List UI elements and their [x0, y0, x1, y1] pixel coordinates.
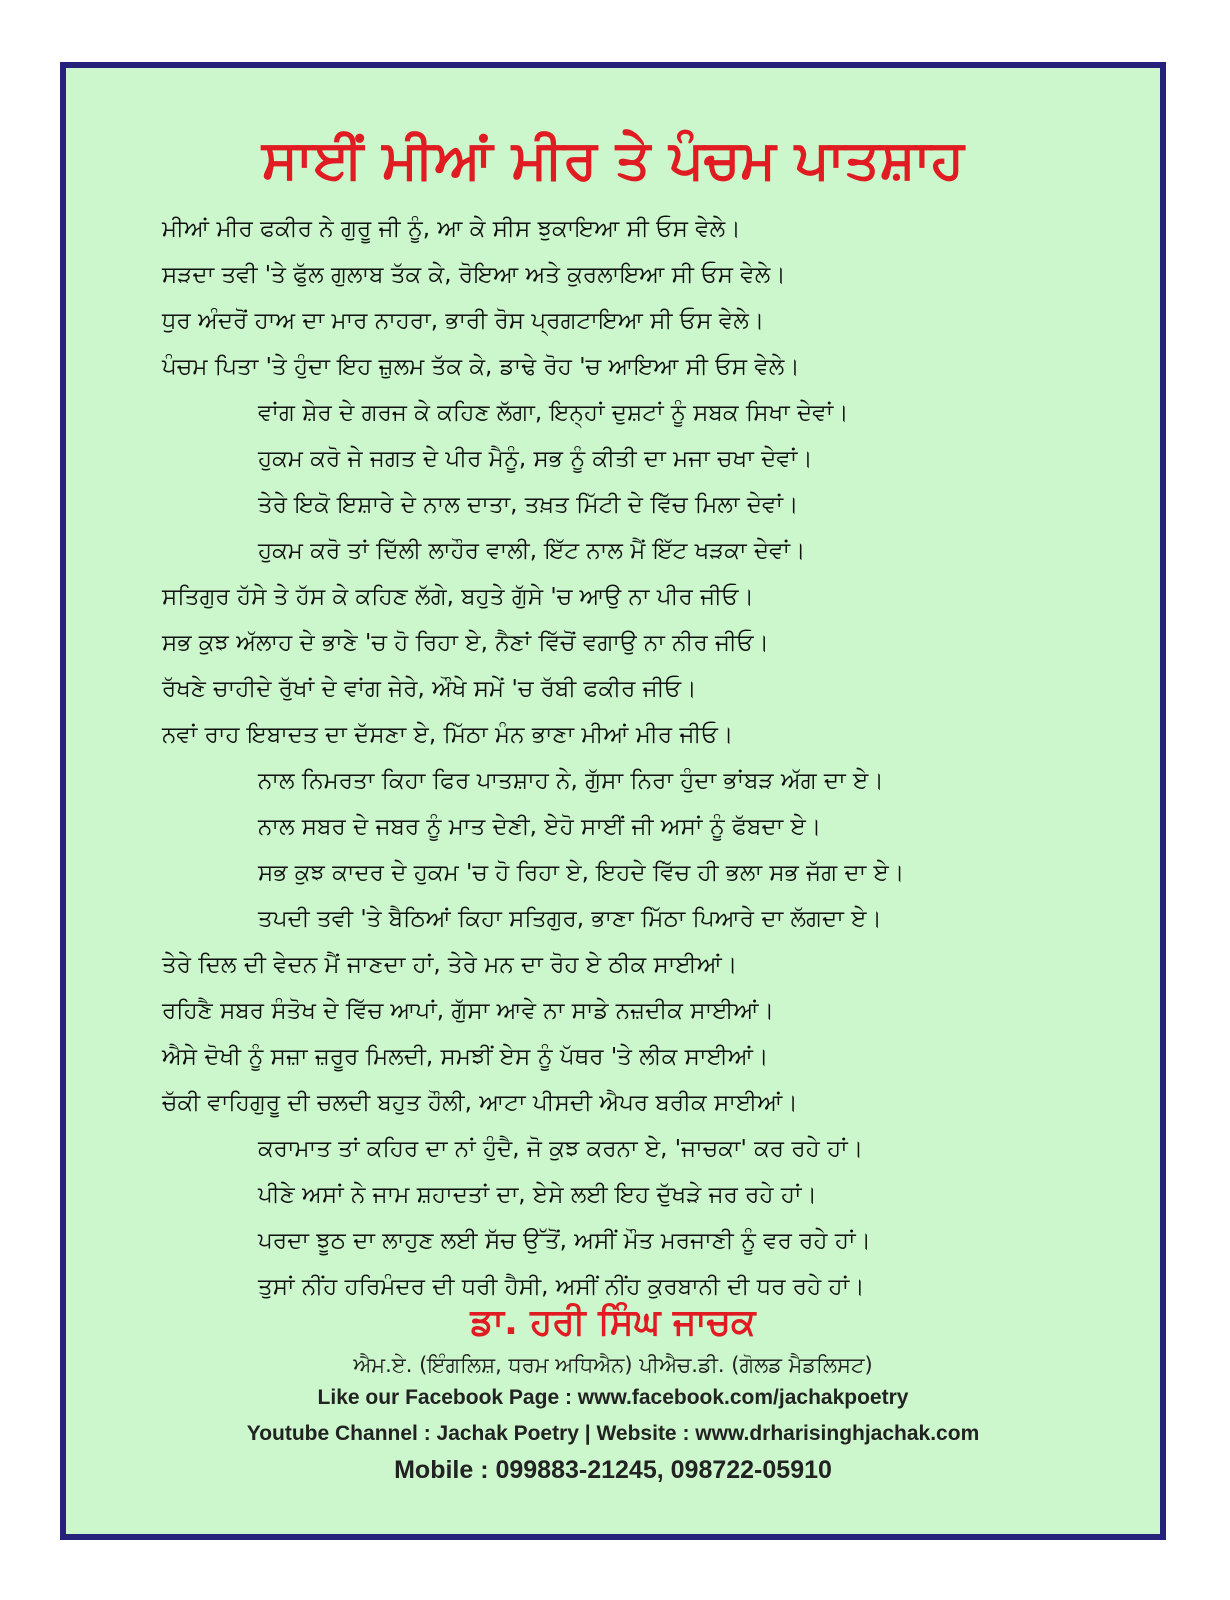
stanza: [162, 574, 1140, 758]
poem-line: ਪੀਣੇ ਅਸਾਂ ਨੇ ਜਾਮ ਸ਼ਹਾਦਤਾਂ ਦਾ, ਏਸੇ ਲਈ ਇਹ ਦੁੱਖੜੇ ਜਰ ਰਹੇ ਹਾਂ।: [258, 1182, 817, 1208]
poem-line: ਪਰਦਾ ਝੂਠ ਦਾ ਲਾਹੁਣ ਲਈ ਸੱਚ ਉੱਤੋਂ, ਅਸੀਂ ਮੌਤ ਮਰਜਾਣੀ ਨੂੰ ਵਰ ਰਹੇ ਹਾਂ।: [258, 1228, 872, 1254]
poem-line: ਨਾਲ ਨਿਮਰਤਾ ਕਿਹਾ ਫਿਰ ਪਾਤਸ਼ਾਹ ਨੇ, ਗੁੱਸਾ ਨਿਰਾ ਹੁੰਦਾ ਭਾਂਬੜ ਅੱਗ ਦਾ ਏ।: [258, 768, 884, 794]
poem-line: ਤੇਰੇ ਇਕੋ ਇਸ਼ਾਰੇ ਦੇ ਨਾਲ ਦਾਤਾ, ਤਖ਼ਤ ਮਿੱਟੀ ਦੇ ਵਿੱਚ ਮਿਲਾ ਦੇਵਾਂ।: [258, 492, 799, 518]
poem-line: ਨਾਲ ਸਬਰ ਦੇ ਜਬਰ ਨੂੰ ਮਾਤ ਦੇਣੀ, ਏਹੋ ਸਾਈਂ ਜੀ ਅਸਾਂ ਨੂੰ ਫੱਬਦਾ ਏ।: [258, 814, 822, 840]
poem-frame: [60, 62, 1166, 1540]
poem-line: ਮੀਆਂ ਮੀਰ ਫਕੀਰ ਨੇ ਗੁਰੂ ਜੀ ਨੂੰ, ਆ ਕੇ ਸੀਸ ਝੁਕਾਇਆ ਸੀ ਓਸ ਵੇਲੇ।: [162, 216, 741, 242]
poem-line: ਧੁਰ ਅੰਦਰੋਂ ਹਾਅ ਦਾ ਮਾਰ ਨਾਹਰਾ, ਭਾਰੀ ਰੋਸ ਪ੍ਰਗਟਾਇਆ ਸੀ ਓਸ ਵੇਲੇ।: [162, 308, 765, 334]
stanza: [162, 390, 1140, 574]
stanza: [162, 206, 1140, 390]
poem-line: ਰਹਿਣੈ ਸਬਰ ਸੰਤੋਖ ਦੇ ਵਿੱਚ ਆਪਾਂ, ਗੁੱਸਾ ਆਵੇ ਨਾ ਸਾਡੇ ਨਜ਼ਦੀਕ ਸਾਈਆਂ।: [162, 998, 775, 1024]
youtube-website-line: Youtube Channel : Jachak Poetry | Website : www.drharisinghjachak.com: [246, 1422, 980, 1445]
stanza: [162, 1126, 1140, 1310]
mobile-line: Mobile : 099883-21245, 098722-05910: [394, 1456, 832, 1484]
stanza: [162, 758, 1140, 942]
poem-line: ਸਭ ਕੁਝ ਕਾਦਰ ਦੇ ਹੁਕਮ 'ਚ ਹੋ ਰਿਹਾ ਏ, ਇਹਦੇ ਵਿੱਚ ਹੀ ਭਲਾ ਸਭ ਜੱਗ ਦਾ ਏ।: [258, 860, 905, 886]
stanza: [162, 942, 1140, 1126]
poem-line: ਚੱਕੀ ਵਾਹਿਗੁਰੂ ਦੀ ਚਲਦੀ ਬਹੁਤ ਹੌਲੀ, ਆਟਾ ਪੀਸਦੀ ਐਪਰ ਬਰੀਕ ਸਾਈਆਂ।: [162, 1090, 798, 1116]
poem-line: ਸੜਦਾ ਤਵੀ 'ਤੇ ਫੁੱਲ ਗੁਲਾਬ ਤੱਕ ਕੇ, ਰੋਇਆ ਅਤੇ ਕੁਰਲਾਇਆ ਸੀ ਓਸ ਵੇਲੇ।: [162, 262, 786, 288]
poem-line: ਸਭ ਕੁਝ ਅੱਲਾਹ ਦੇ ਭਾਣੇ 'ਚ ਹੋ ਰਿਹਾ ਏ, ਨੈਣਾਂ ਵਿੱਚੋਂ ਵਗਾਉ ਨਾ ਨੀਰ ਜੀਓ।: [162, 630, 769, 656]
poem-line: ਰੱਖਣੇ ਚਾਹੀਦੇ ਰੁੱਖਾਂ ਦੇ ਵਾਂਗ ਜੇਰੇ, ਔਖੇ ਸਮੇਂ 'ਚ ਰੱਬੀ ਫਕੀਰ ਜੀਓ।: [162, 676, 697, 702]
poem-line: ਪੰਚਮ ਪਿਤਾ 'ਤੇ ਹੁੰਦਾ ਇਹ ਜ਼ੁਲਮ ਤੱਕ ਕੇ, ਡਾਢੇ ਰੋਹ 'ਚ ਆਇਆ ਸੀ ਓਸ ਵੇਲੇ।: [162, 354, 800, 380]
poem-line: ਸਤਿਗੁਰ ਹੱਸੇ ਤੇ ਹੱਸ ਕੇ ਕਹਿਣ ਲੱਗੇ, ਬਹੁਤੇ ਗੁੱਸੇ 'ਚ ਆਉ ਨਾ ਪੀਰ ਜੀਓ।: [162, 584, 754, 610]
poem-line: ਤੇਰੇ ਦਿਲ ਦੀ ਵੇਦਨ ਮੈਂ ਜਾਣਦਾ ਹਾਂ, ਤੇਰੇ ਮਨ ਦਾ ਰੋਹ ਏ ਠੀਕ ਸਾਈਆਂ।: [162, 952, 738, 978]
poem-line: ਨਵਾਂ ਰਾਹ ਇਬਾਦਤ ਦਾ ਦੱਸਣਾ ਏ, ਮਿੱਠਾ ਮੰਨ ਭਾਣਾ ਮੀਆਂ ਮੀਰ ਜੀਓ।: [162, 722, 734, 748]
poem-title: ਸਾਈਂ ਮੀਆਂ ਮੀਰ ਤੇ ਪੰਚਮ ਪਾਤਸ਼ਾਹ: [261, 128, 965, 191]
poem-line: ਵਾਂਗ ਸ਼ੇਰ ਦੇ ਗਰਜ ਕੇ ਕਹਿਣ ਲੱਗਾ, ਇਨ੍ਹਾਂ ਦੁਸ਼ਟਾਂ ਨੂੰ ਸਬਕ ਸਿਖਾ ਦੇਵਾਂ।: [258, 400, 849, 426]
poem-line: ਐਸੇ ਦੋਖੀ ਨੂੰ ਸਜ਼ਾ ਜ਼ਰੂਰ ਮਿਲਦੀ, ਸਮਝੀਂ ਏਸ ਨੂੰ ਪੱਥਰ 'ਤੇ ਲੀਕ ਸਾਈਆਂ।: [162, 1044, 769, 1070]
facebook-line: Like our Facebook Page : www.facebook.com/jachakpoetry: [317, 1386, 909, 1409]
poem-line: ਹੁਕਮ ਕਰੋ ਜੇ ਜਗਤ ਦੇ ਪੀਰ ਮੈਨੂੰ, ਸਭ ਨੂੰ ਕੀਤੀ ਦਾ ਮਜਾ ਚਖਾ ਦੇਵਾਂ।: [258, 446, 813, 472]
poem-line: ਕਰਾਮਾਤ ਤਾਂ ਕਹਿਰ ਦਾ ਨਾਂ ਹੁੰਦੈ, ਜੋ ਕੁਝ ਕਰਨਾ ਏ, 'ਜਾਚਕਾ' ਕਰ ਰਹੇ ਹਾਂ।: [258, 1136, 864, 1162]
author-qualification: ਐਮ.ਏ. (ਇੰਗਲਿਸ਼, ਧਰਮ ਅਧਿਐਨ) ਪੀਐਚ.ਡੀ. (ਗੋਲਡ ਮੈਡਲਿਸਟ): [353, 1353, 873, 1377]
author-name: ਡਾ. ਹਰੀ ਸਿੰਘ ਜਾਚਕ: [470, 1302, 756, 1343]
poem-line: ਤੁਸਾਂ ਨੀਂਹ ਹਰਿਮੰਦਰ ਦੀ ਧਰੀ ਹੈਸੀ, ਅਸੀਂ ਨੀਂਹ ਕੁਰਬਾਨੀ ਦੀ ਧਰ ਰਹੇ ਹਾਂ।: [258, 1274, 865, 1300]
poem-line: ਤਪਦੀ ਤਵੀ 'ਤੇ ਬੈਠਿਆਂ ਕਿਹਾ ਸਤਿਗੁਰ, ਭਾਣਾ ਮਿੱਠਾ ਪਿਆਰੇ ਦਾ ਲੱਗਦਾ ਏ।: [258, 906, 882, 932]
poem-line: ਹੁਕਮ ਕਰੋ ਤਾਂ ਦਿੱਲੀ ਲਾਹੌਰ ਵਾਲੀ, ਇੱਟ ਨਾਲ ਮੈਂ ਇੱਟ ਖੜਕਾ ਦੇਵਾਂ।: [258, 538, 806, 564]
poem-body: [162, 206, 1140, 1310]
